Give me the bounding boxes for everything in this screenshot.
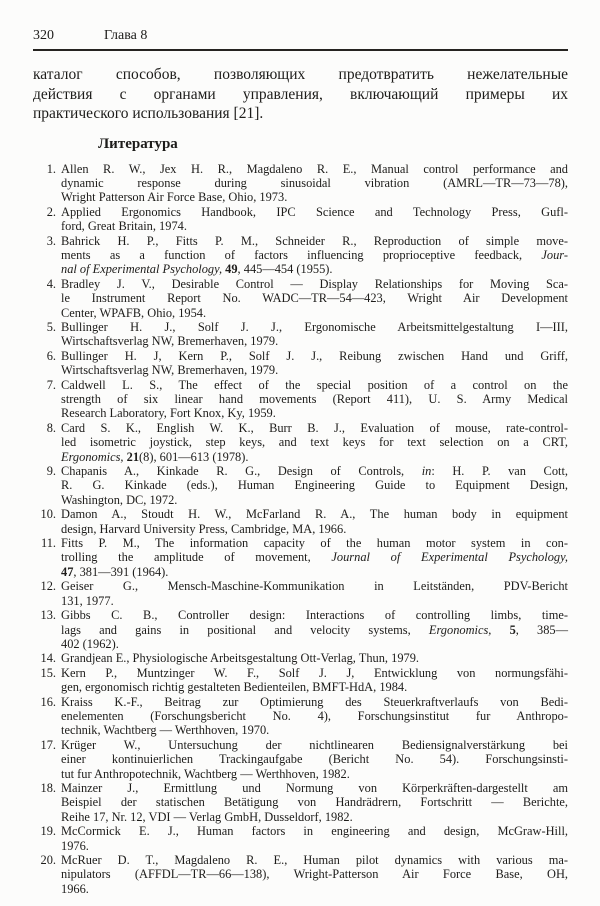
reference-line: Bahrick H. P., Fitts P. M., Schneider R., Reproduction of simple move-	[61, 233, 568, 248]
reference-line: McRuer D. T., Magdaleno R. E., Human pilot dynamics with various ma-	[61, 853, 568, 867]
reference-number: 3.	[46, 233, 56, 248]
reference-line: Reihe 17, Nr. 12, VDI — Verlag GmbH, Dusseldorf, 1982.	[61, 809, 353, 824]
reference-line: Bullinger H. J, Kern P., Solf J. J., Reibung zwischen Hand und Griff,	[61, 348, 568, 363]
reference-number: 4.	[46, 276, 56, 291]
reference-line: Ergonomics, 21(8), 601—613 (1978).	[61, 449, 249, 464]
reference-line: Bradley J. V., Desirable Control — Display Relationships for Moving Sca-	[61, 276, 568, 291]
reference-line: Wright Patterson Air Force Base, Ohio, 1973.	[61, 190, 288, 205]
reference-line: 402 (1962).	[61, 636, 119, 651]
reference-line: Washington, DC, 1972.	[61, 492, 178, 507]
reference-line: Bullinger H. J., Solf J. J., Ergonomische Arbeitsmittelgestaltung I—III,	[61, 319, 568, 334]
reference-item	[33, 666, 568, 695]
reference-line: Damon A., Stoudt H. W., McFarland R. A., The human body in equipment	[61, 507, 568, 522]
reference-line: Center, WPAFB, Ohio, 1954.	[61, 305, 207, 320]
reference-line: einer kontinuierlichen Trackingaufgabe (Bericht No. 54). Forschungsinsti-	[61, 752, 568, 767]
reference-list	[33, 162, 568, 897]
reference-number: 2.	[46, 204, 56, 219]
reference-line: 131, 1977.	[61, 593, 114, 608]
reference-number: 18.	[40, 780, 56, 795]
reference-line: Geiser G., Mensch-Maschine-Kommunikation in Leitständen, PDV-Bericht	[61, 579, 568, 594]
paragraph	[33, 65, 568, 124]
reference-number: 11.	[40, 536, 56, 551]
reference-line: dynamic response during sinusoidal vibration (AMRL—TR—73—78),	[61, 175, 568, 190]
reference-line: Allen R. W., Jex H. R., Magdaleno R. E., Manual control performance and	[61, 161, 568, 176]
reference-line: 1976.	[61, 838, 89, 853]
reference-item	[33, 464, 568, 507]
reference-line: enelementen (Forschungsbericht No. 4), Forschungsinstitut fur Anthropo-	[61, 708, 568, 723]
reference-item	[33, 579, 568, 608]
reference-item	[33, 378, 568, 421]
reference-number: 8.	[46, 420, 56, 435]
page-header	[33, 28, 568, 51]
reference-line: le Instrument Report No. WADC—TR—54—423, Wright Air Development	[61, 291, 568, 306]
reference-number: 12.	[40, 579, 56, 594]
page-number: 320	[33, 28, 54, 43]
reference-line: Kern P., Muntzinger W. F., Solf J. J, Entwicklung von normungsfähi-	[61, 665, 568, 680]
reference-line: 1966.	[61, 881, 89, 896]
reference-line: Wirtschaftsverlag NW, Bremerhaven, 1979.	[61, 334, 279, 349]
reference-line: lags and gains in positional and velocity systems, Ergonomics, 5, 385—	[61, 622, 568, 637]
reference-line: Krüger W., Untersuchung der nichtlinearen Bediensignalverstärkung bei	[61, 737, 568, 752]
reference-line: Chapanis A., Kinkade R. G., Design of Controls, in: H. P. van Cott,	[61, 464, 568, 479]
reference-line: Wirtschaftsverlag NW, Bremerhaven, 1979.	[61, 363, 279, 378]
reference-line: design, Harvard University Press, Cambridge, MA, 1966.	[61, 521, 347, 536]
reference-line: Caldwell L. S., The effect of the special position of a control on the	[61, 377, 568, 392]
reference-line: ford, Great Britain, 1974.	[61, 219, 187, 234]
chapter-title: Глава 8	[104, 28, 148, 43]
reference-number: 6.	[46, 348, 56, 363]
reference-item	[33, 349, 568, 378]
reference-line: strength of six linear hand movements (Report 411), U. S. Army Medical	[61, 392, 568, 406]
reference-item	[33, 205, 568, 234]
reference-number: 14.	[40, 651, 56, 666]
reference-line: Applied Ergonomics Handbook, IPC Science and Technology Press, Gufl-	[61, 204, 568, 219]
reference-line: Gibbs C. B., Controller design: Interactions of controlling limbs, time-	[61, 608, 568, 623]
reference-item	[33, 608, 568, 651]
reference-number: 17.	[40, 737, 56, 752]
reference-number: 19.	[40, 824, 56, 839]
reference-line: McCormick E. J., Human factors in engineering and design, McGraw-Hill,	[61, 824, 568, 839]
paragraph-line: каталог способов, позволяющих предотвратить нежелательные	[33, 66, 568, 83]
reference-line: Mainzer J., Ermittlung und Normung von Körperkräften-dargestellt am	[61, 780, 568, 795]
reference-line: ments as a function of factors influencing proprioceptive feedback, Jour-	[61, 247, 568, 262]
reference-item	[33, 824, 568, 853]
reference-item	[33, 695, 568, 738]
reference-number: 9.	[46, 464, 56, 479]
reference-line: trolling the amplitude of movement, Journal of Experimental Psychology,	[61, 550, 568, 565]
bibliography-heading: Литература	[98, 135, 178, 152]
reference-number: 13.	[40, 608, 56, 623]
reference-item	[33, 507, 568, 536]
reference-line: led isometric joystick, step keys, and text keys for text selection on a CRT,	[61, 435, 568, 450]
reference-number: 1.	[46, 161, 56, 176]
reference-item	[33, 738, 568, 781]
paragraph-line: практического использования [21].	[33, 105, 264, 122]
reference-number: 20.	[40, 853, 56, 867]
reference-item	[33, 320, 568, 349]
reference-item	[33, 421, 568, 464]
paragraph-line: действия с органами управления, включающий примеры их	[33, 85, 568, 103]
reference-item	[33, 277, 568, 320]
reference-line: Kraiss K.-F., Beitrag zur Optimierung des Steuerkraftverlaufs von Bedi-	[61, 694, 568, 709]
reference-item	[33, 536, 568, 579]
reference-line: Card S. K., English W. K., Burr B. J., Evaluation of mouse, rate-control-	[61, 420, 568, 435]
reference-number: 15.	[40, 665, 56, 680]
reference-line: technik, Wachtberg — Werthhoven, 1970.	[61, 723, 270, 738]
reference-line: 47, 381—391 (1964).	[61, 564, 169, 579]
reference-item	[33, 162, 568, 205]
reference-number: 16.	[40, 694, 56, 709]
reference-item	[33, 651, 568, 665]
reference-line: nal of Experimental Psychology, 49, 445—454 (1955).	[61, 262, 333, 277]
reference-line: Beispiel der statischen Betätigung von Handrädrern, Fortschritt — Berichte,	[61, 795, 568, 810]
reference-item	[33, 234, 568, 277]
reference-line: gen, ergonomisch richtig gestalteten Bedienteilen, BMFT-HdA, 1984.	[61, 680, 408, 695]
reference-line: nipulators (AFFDL—TR—66—138), Wright-Patterson Air Force Base, OH,	[61, 867, 568, 882]
reference-line: Grandjean E., Physiologische Arbeitsgestaltung Ott-Verlag, Thun, 1979.	[61, 651, 420, 666]
reference-line: Research Laboratory, Fort Knox, Ky, 1959.	[61, 406, 276, 421]
reference-line: tut fur Anthropotechnik, Wachtberg — Werthhoven, 1982.	[61, 766, 350, 781]
reference-number: 10.	[40, 507, 56, 522]
reference-line: Fitts P. M., The information capacity of the human motor system in con-	[61, 536, 568, 551]
reference-number: 5.	[46, 319, 56, 334]
reference-line: R. G. Kinkade (eds.), Human Engineering Guide to Equipment Design,	[61, 478, 568, 493]
reference-item	[33, 781, 568, 824]
reference-number: 7.	[46, 377, 56, 392]
reference-item	[33, 853, 568, 896]
